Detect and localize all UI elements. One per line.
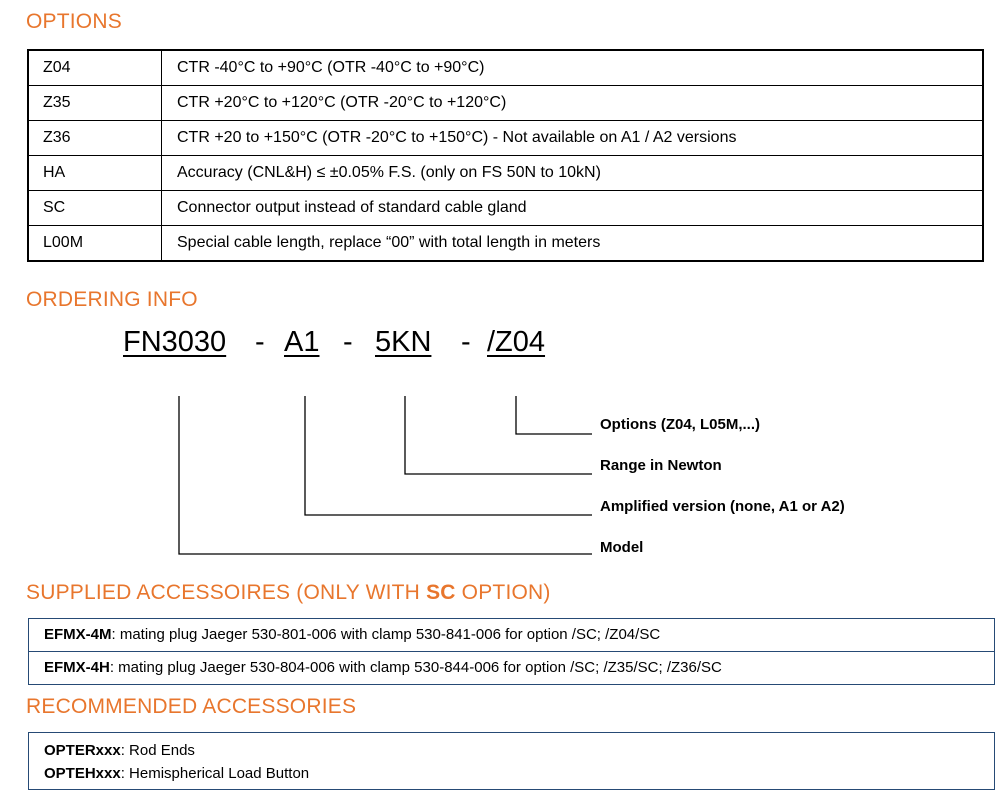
range-connector-line: [405, 396, 592, 474]
option-description: Special cable length, replace “00” with total length in meters: [162, 226, 984, 262]
recommended-heading: RECOMMENDED ACCESSORIES: [26, 695, 357, 718]
recommended-accessories-box: [28, 732, 995, 790]
option-description: CTR +20°C to +120°C (OTR -20°C to +120°C): [162, 86, 984, 121]
supplied-heading-bold: SC: [426, 581, 456, 604]
model-connector-line: [179, 396, 592, 554]
accessory-code: EFMX-4H: [44, 659, 110, 676]
supplied-heading: SUPPLIED ACCESSOIRES (ONLY WITH SC OPTION): [26, 581, 551, 604]
supplied-accessories-box: [28, 618, 995, 685]
accessory-text: : mating plug Jaeger 530-804-006 with clamp 530-844-006 for option /SC; /Z35/SC; /Z36/SC: [109, 659, 722, 676]
list-item: [29, 619, 994, 651]
ordering-separator: -: [255, 326, 265, 358]
version-label: Amplified version (none, A1 or A2): [600, 498, 845, 515]
ordering-range-code: 5KN: [375, 326, 432, 358]
option-description: CTR +20 to +150°C (OTR -20°C to +150°C) - Not available on A1 / A2 versions: [162, 121, 984, 156]
option-code: Z36: [28, 121, 162, 156]
options-connector-line: [516, 396, 592, 434]
list-item: [29, 651, 994, 684]
accessory-code: OPTEHxxx: [44, 765, 121, 782]
option-code: HA: [28, 156, 162, 191]
option-description: Accuracy (CNL&H) ≤ ±0.05% F.S. (only on FS 50N to 10kN): [162, 156, 984, 191]
option-code: Z35: [28, 86, 162, 121]
option-code: SC: [28, 191, 162, 226]
option-code: L00M: [28, 226, 162, 262]
ordering-separator: -: [343, 326, 353, 358]
option-description: CTR -40°C to +90°C (OTR -40°C to +90°C): [162, 50, 984, 86]
accessory-text: : mating plug Jaeger 530-801-006 with clamp 530-841-006 for option /SC; /Z04/SC: [111, 626, 661, 643]
accessory-text: : Rod Ends: [120, 742, 195, 759]
ordering-model-code: FN3030: [123, 326, 227, 358]
options-label: Options (Z04, L05M,...): [600, 416, 761, 433]
range-label: Range in Newton: [600, 457, 722, 474]
ordering-heading: ORDERING INFO: [26, 288, 198, 311]
list-item: [44, 762, 994, 785]
accessory-text: : Hemispherical Load Button: [120, 765, 310, 782]
list-item: [44, 739, 994, 762]
model-label: Model: [600, 539, 644, 556]
ordering-options-code: /Z04: [487, 326, 546, 358]
accessory-code: EFMX-4M: [44, 626, 112, 643]
version-connector-line: [305, 396, 592, 515]
ordering-separator: -: [461, 326, 471, 358]
accessory-code: OPTERxxx: [44, 742, 121, 759]
option-description: Connector output instead of standard cable gland: [162, 191, 984, 226]
options-heading: OPTIONS: [26, 10, 122, 33]
ordering-version-code: A1: [284, 326, 320, 358]
option-code: Z04: [28, 50, 162, 86]
